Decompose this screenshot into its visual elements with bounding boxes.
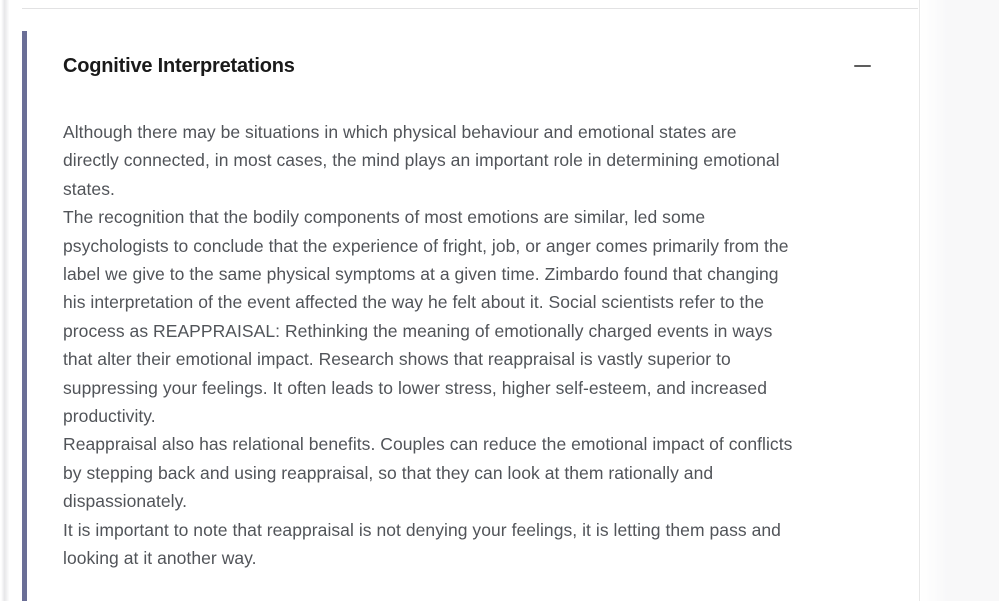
left-edge-shadow [1, 0, 9, 601]
text-line: states. [63, 178, 115, 199]
text-line: his interpretation of the event affected the way he felt about it. Social scientists refer to the [63, 292, 765, 313]
text-line: productivity. [63, 406, 156, 427]
section-divider [22, 8, 918, 9]
text-line: that alter their emotional impact. Research shows that reappraisal is vastly superior to [63, 349, 731, 370]
text-line: It is important to note that reappraisal is not denying your feelings, it is letting them pass and [63, 519, 781, 540]
text-line: looking at it another way. [63, 548, 257, 569]
accordion-header[interactable] [63, 51, 874, 81]
page-right-gutter [919, 0, 999, 601]
minus-icon [854, 65, 871, 68]
text-line: by stepping back and using reappraisal, so that they can look at them rationally and [63, 462, 714, 483]
text-line: label we give to the same physical symptoms at a given time. Zimbardo found that changing [63, 264, 779, 285]
paragraph [63, 430, 874, 515]
collapse-button[interactable] [850, 54, 874, 78]
paragraph [63, 516, 874, 573]
card-title: Cognitive Interpretations [63, 54, 295, 77]
accordion-card [22, 31, 918, 601]
text-line: Reappraisal also has relational benefits. Couples can reduce the emotional impact of conflicts [63, 434, 793, 455]
text-line: The recognition that the bodily components of most emotions are similar, led some [63, 207, 706, 228]
paragraph [63, 203, 874, 430]
paragraph [63, 118, 874, 203]
card-body [63, 118, 874, 573]
text-line: dispassionately. [63, 491, 188, 512]
text-line: process as REAPPRAISAL: Rethinking the meaning of emotionally charged events in ways [63, 320, 773, 341]
text-line: suppressing your feelings. It often leads to lower stress, higher self-esteem, and increased [63, 377, 767, 398]
text-line: directly connected, in most cases, the mind plays an important role in determining emotional [63, 150, 780, 171]
text-line: Although there may be situations in which physical behaviour and emotional states are [63, 122, 737, 142]
text-line: psychologists to conclude that the experience of fright, job, or anger comes primarily from the [63, 235, 789, 256]
